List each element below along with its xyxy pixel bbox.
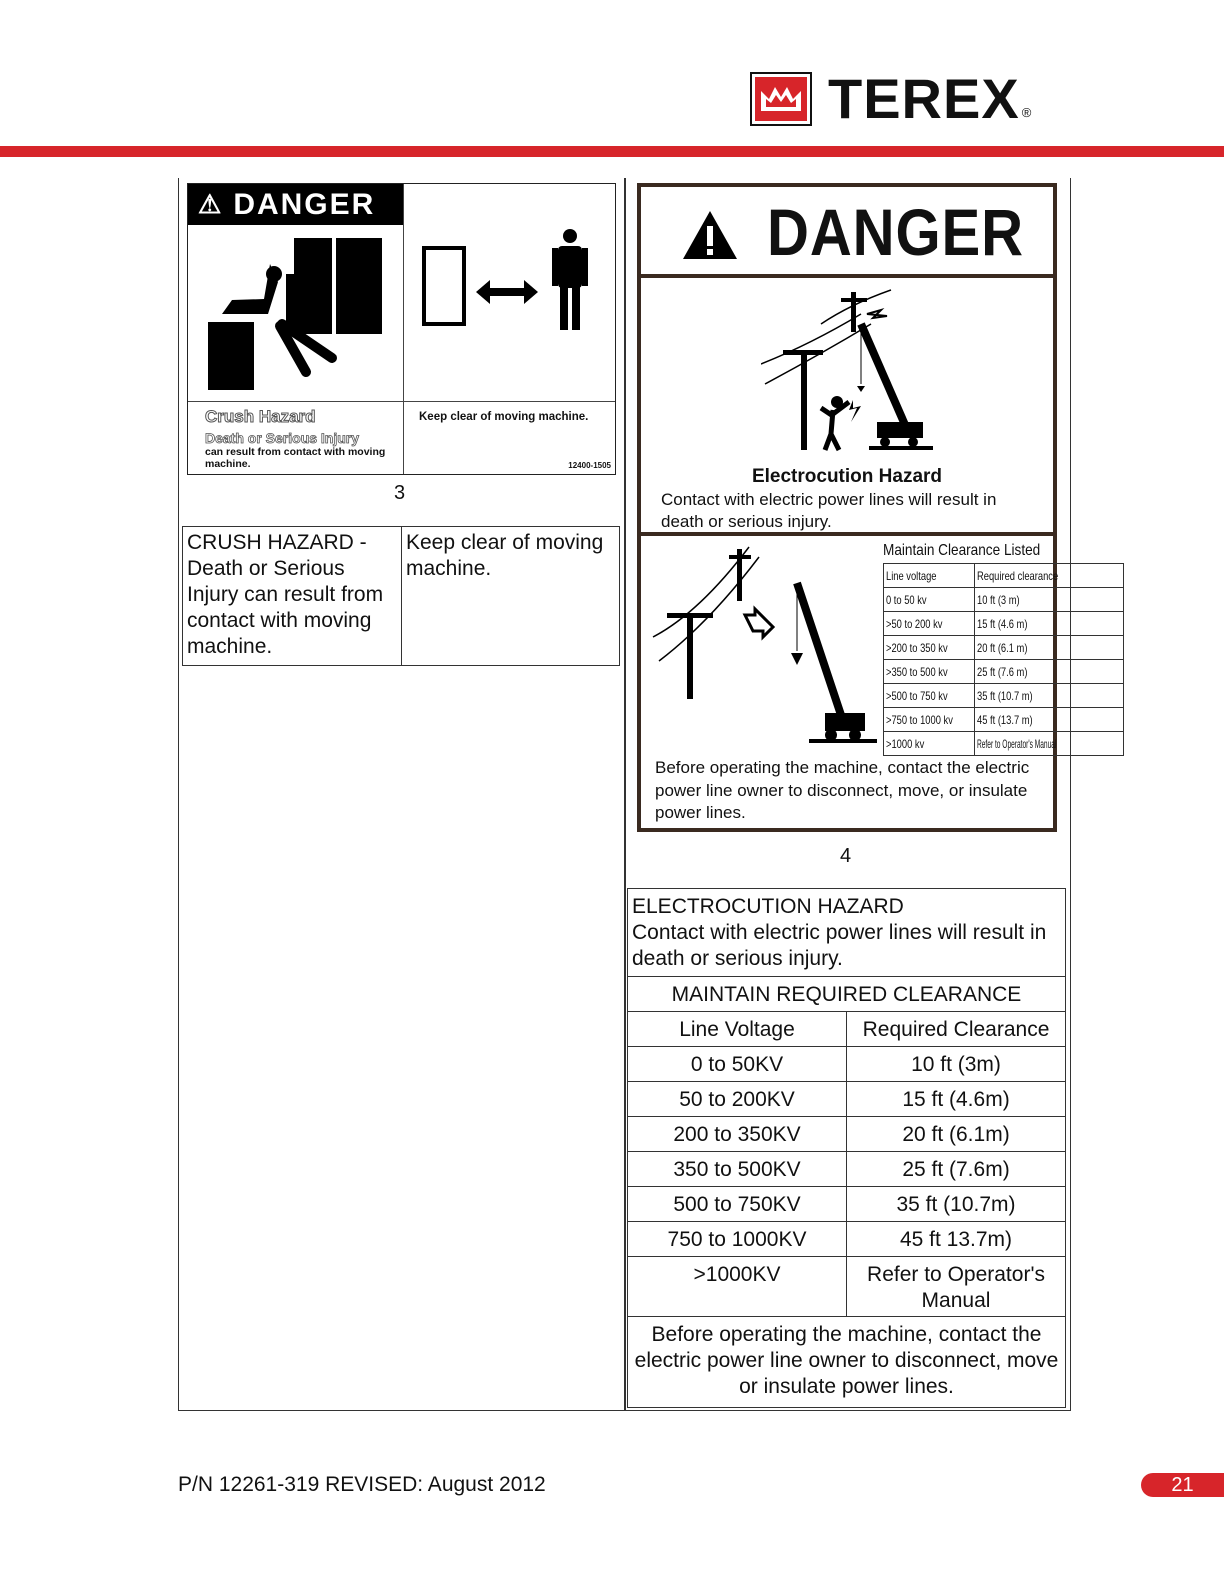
registered-mark: ® [1021, 105, 1032, 120]
clearance-title-cell: MAINTAIN REQUIRED CLEARANCE [628, 977, 1066, 1012]
table-row [628, 889, 1066, 977]
danger-label: DANGER [767, 195, 1024, 269]
table-row [628, 1222, 1066, 1257]
clearance-cell: Refer to Operator's Manual [974, 732, 1123, 756]
table-row [884, 660, 1124, 684]
table-row [628, 1152, 1066, 1187]
clearance-cell: 25 ft (7.6 m) [974, 660, 1123, 684]
table-row [628, 1117, 1066, 1152]
voltage-cell: 500 to 750KV [628, 1187, 847, 1222]
electrocution-hazard-table [627, 888, 1066, 1408]
disconnect-instruction-cell: Before operating the machine, contact the electric power line owner to disconnect, move or insulate power lines. [628, 1317, 1066, 1408]
crane-clearance-pictogram-icon [649, 543, 879, 753]
hazard-section [641, 278, 1053, 536]
table-row [628, 1082, 1066, 1117]
voltage-cell: >50 to 200 kv [884, 612, 975, 636]
electrocution-pictogram-icon [761, 284, 941, 456]
table-header-cell: Line Voltage [628, 1012, 847, 1047]
clearance-cell: 10 ft (3 m) [974, 588, 1123, 612]
danger-header [641, 187, 1053, 278]
clearance-cell: 15 ft (4.6 m) [974, 612, 1123, 636]
clearance-cell: 20 ft (6.1m) [847, 1117, 1066, 1152]
voltage-cell: >350 to 500 kv [884, 660, 975, 684]
hazard-description-cell [628, 889, 1066, 977]
voltage-cell: 50 to 200KV [628, 1082, 847, 1117]
danger-label: DANGER [233, 187, 376, 221]
column-divider [624, 178, 626, 1411]
voltage-cell: 0 to 50 kv [884, 588, 975, 612]
electrocution-hazard-title: Electrocution Hazard [751, 466, 943, 487]
hazard-title: ELECTROCUTION HAZARD [632, 895, 904, 918]
table-row [628, 1257, 1066, 1317]
crush-hazard-cell: CRUSH HAZARD - Death or Serious Injury can result from contact with moving machine. [183, 527, 402, 665]
page-number: 21 [1141, 1473, 1224, 1497]
table-row [628, 977, 1066, 1012]
crush-detail: can result from contact with moving machine. [205, 446, 386, 470]
table-header-cell: Line voltage [884, 564, 975, 588]
crush-subtitle: Death or Serious Injury [205, 430, 360, 446]
voltage-cell: >750 to 1000 kv [884, 708, 975, 732]
clearance-title: Maintain Clearance Listed [883, 542, 1041, 559]
table-row [884, 588, 1124, 612]
keep-clear-pictogram-icon [418, 228, 608, 338]
table-row [884, 732, 1124, 756]
electrocution-hazard-desc: Contact with electric power lines will result in death or serious injury. [661, 490, 997, 531]
figure-number-3: 3 [394, 482, 406, 504]
table-row [884, 636, 1124, 660]
crush-hazard-decal [187, 183, 616, 475]
warning-icon [681, 209, 739, 261]
clearance-cell: 15 ft (4.6m) [847, 1082, 1066, 1117]
table-row [628, 1317, 1066, 1408]
crush-hazard-table [182, 526, 620, 666]
clearance-cell: 45 ft 13.7m) [847, 1222, 1066, 1257]
table-header-row [884, 564, 1124, 588]
voltage-cell: 350 to 500KV [628, 1152, 847, 1187]
table-row [628, 1187, 1066, 1222]
table-row [884, 708, 1124, 732]
table-row [884, 612, 1124, 636]
table-row [884, 684, 1124, 708]
warning-icon: ⚠ [198, 189, 224, 219]
electrocution-hazard-decal [637, 183, 1057, 832]
clearance-cell: 20 ft (6.1 m) [974, 636, 1123, 660]
crown-icon [750, 72, 812, 126]
figure-number-4: 4 [840, 845, 852, 867]
decal-part-number: 12400-1505 [568, 461, 611, 470]
clearance-cell: 45 ft (13.7 m) [974, 708, 1123, 732]
disconnect-instruction: Before operating the machine, contact the electric power line owner to disconnect, move, or insulate power lines. [655, 758, 1030, 822]
clearance-cell: Refer to Operator's Manual [847, 1257, 1066, 1317]
crush-title: Crush Hazard [205, 407, 316, 426]
crush-pictogram-icon [202, 234, 392, 394]
table-header-cell: Required Clearance [847, 1012, 1066, 1047]
table-header-row [628, 1012, 1066, 1047]
clearance-cell: 25 ft (7.6m) [847, 1152, 1066, 1187]
part-number-footer: P/N 12261-319 REVISED: August 2012 [178, 1473, 546, 1496]
crush-instruction-cell: Keep clear of moving machine. [406, 531, 604, 580]
danger-banner [188, 184, 403, 225]
table-header-cell: Required clearance [974, 564, 1123, 588]
hazard-desc: Contact with electric power lines will result in death or serious injury. [632, 921, 1047, 970]
clearance-cell: 35 ft (10.7 m) [974, 684, 1123, 708]
voltage-cell: >500 to 750 kv [884, 684, 975, 708]
voltage-cell: >1000 kv [884, 732, 975, 756]
clearance-cell: 35 ft (10.7m) [847, 1187, 1066, 1222]
table-row [628, 1047, 1066, 1082]
voltage-cell: >200 to 350 kv [884, 636, 975, 660]
voltage-cell: 750 to 1000KV [628, 1222, 847, 1257]
crush-instruction: Keep clear of moving machine. [419, 411, 589, 423]
header-rule [0, 146, 1224, 157]
voltage-cell: 0 to 50KV [628, 1047, 847, 1082]
voltage-cell: >1000KV [628, 1257, 847, 1317]
terex-logo [750, 67, 1032, 130]
clearance-mini-table [883, 563, 1124, 756]
clearance-cell: 10 ft (3m) [847, 1047, 1066, 1082]
brand-name: TEREX [828, 67, 1020, 130]
voltage-cell: 200 to 350KV [628, 1117, 847, 1152]
